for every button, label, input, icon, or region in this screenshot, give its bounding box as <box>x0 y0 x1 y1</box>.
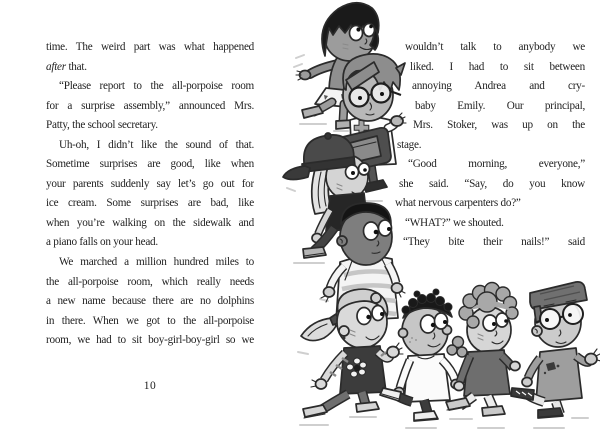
text-line: stage. <box>397 138 422 151</box>
text-line: room, we had to sit boy-girl-boy-girl so we <box>46 334 254 347</box>
text-line: she said. “Say, do you know <box>399 177 585 190</box>
text-line: Mrs. Stoker, was up on the <box>413 119 585 132</box>
text-line: your parents suddenly say let’s go out for <box>46 177 254 190</box>
text-line: annoying Andrea and cry- <box>412 80 585 93</box>
text-line: We marched a million hundred miles to <box>59 256 254 269</box>
text-line: wouldn’t talk to anybody we <box>405 41 585 53</box>
text-line: in there. When we got to the all-porpoise <box>46 314 254 327</box>
text-line: when you’re walking on the sidewalk and <box>46 216 254 229</box>
text-line: what nervous carpenters do?” <box>395 197 521 210</box>
text-line: Sometime surprises are good, like when <box>46 158 254 171</box>
text-line: ice cream. Some surprises are bad, like <box>46 197 254 210</box>
left-page-text <box>46 38 254 351</box>
boy-with-flat-top-and-glasses <box>511 282 600 418</box>
text-line: “Please report to the all-porpoise room <box>59 80 254 93</box>
text-line: “They bite their nails!” said <box>403 236 585 249</box>
text-line: “Good morning, everyone,” <box>408 158 585 171</box>
text-line: baby Emily. Our principal, <box>415 99 585 112</box>
right-page-text <box>395 38 585 253</box>
text-line: a new name because there are no dolphins <box>46 295 254 308</box>
text-line: liked. I had to sit between <box>410 60 585 73</box>
text-line: the all-porpoise room, which really needs <box>46 275 254 288</box>
text-line: for a surprise assembly,” announced Mrs. <box>46 99 254 112</box>
text-line: time. The weird part was what happened <box>46 41 254 53</box>
text-line: Patty, the school secretary. <box>46 119 158 132</box>
text-line: Uh-oh, I didn’t like the sound of that. <box>59 138 254 151</box>
shirt-graphic <box>544 362 560 374</box>
text-line: “WHAT?” we shouted. <box>405 216 504 229</box>
boy-with-striped-shirt <box>321 203 405 321</box>
girl-with-curly-hair <box>446 283 520 417</box>
text-line: after that. <box>46 60 87 73</box>
page-number: 10 <box>143 380 157 392</box>
text-line: a piano falls on your head. <box>46 236 158 249</box>
kid-with-backwards-cap <box>283 133 370 258</box>
flower-emblem <box>347 358 367 377</box>
boy-with-curly-hair <box>380 289 461 421</box>
girl-with-pigtail-flower-shirt <box>301 289 403 418</box>
girl-with-dark-bob <box>296 3 379 129</box>
